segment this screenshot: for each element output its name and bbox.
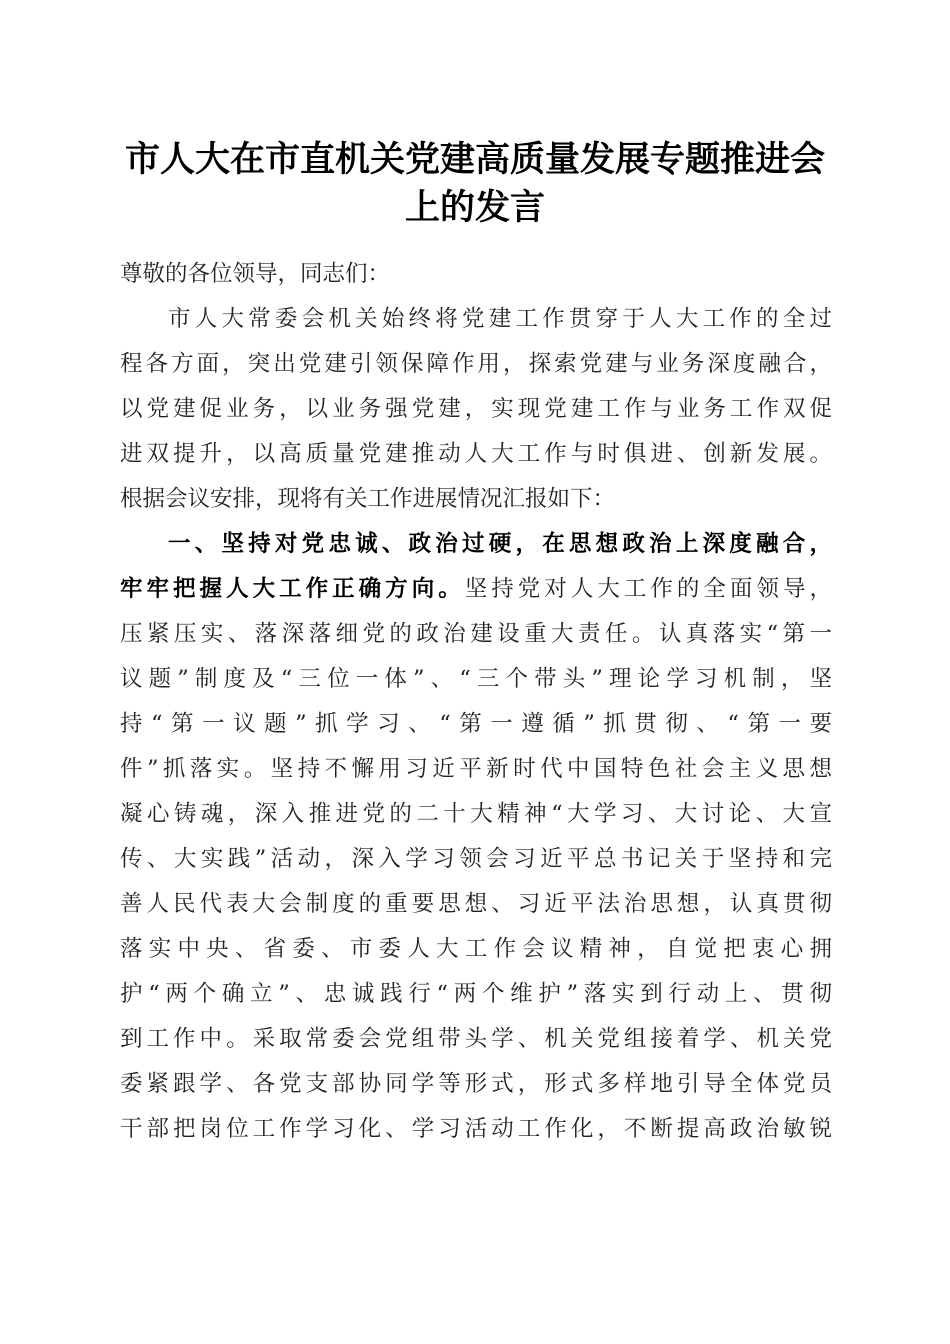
- section-paragraph-line: 落实中央、省委、市委人大工作会议精神，自觉把衷心拥: [120, 936, 832, 962]
- section-paragraph-line: 到工作中。采取常委会党组带头学、机关党组接着学、机关党: [120, 1026, 832, 1052]
- section-heading-continuation: 牢牢把握人大工作正确方向。: [120, 576, 465, 602]
- title-line-1: 市人大在市直机关党建高质量发展专题推进会: [124, 139, 825, 180]
- document-title: [110, 136, 840, 232]
- section-paragraph-line: 护“两个确立”、忠诚践行“两个维护”落实到行动上、贯彻: [120, 981, 832, 1007]
- section-paragraph-start: 坚持党对人大工作的全面领导，: [464, 576, 832, 602]
- salutation: 尊敬的各位领导，同志们：: [120, 261, 391, 287]
- section-paragraph-line: 委紧跟学、各党支部协同学等形式，形式多样地引导全体党员: [120, 1071, 832, 1097]
- section-paragraph-line: 议题”制度及“三位一体”、“三个带头”理论学习机制，坚: [120, 666, 832, 692]
- intro-line: 根据会议安排，现将有关工作进展情况汇报如下：: [120, 486, 616, 512]
- section-paragraph-line: 件”抓落实。坚持不懈用习近平新时代中国特色社会主义思想: [120, 756, 832, 782]
- section-heading-line-2: [120, 567, 832, 612]
- section-heading-line-1: 一、坚持对党忠诚、政治过硬，在思想政治上深度融合，: [168, 531, 832, 557]
- intro-line: 进双提升，以高质量党建推动人大工作与时俱进、创新发展。: [120, 441, 832, 467]
- section-paragraph-line: 干部把岗位工作学习化、学习活动工作化，不断提高政治敏锐: [120, 1116, 832, 1142]
- title-line-2: 上的发言: [404, 187, 545, 228]
- section-paragraph-line: 传、大实践”活动，深入学习领会习近平总书记关于坚持和完: [120, 846, 832, 872]
- section-paragraph-line: 凝心铸魂，深入推进党的二十大精神“大学习、大讨论、大宣: [120, 801, 832, 827]
- section-paragraph-line: 持“第一议题”抓学习、“第一遵循”抓贯彻、“第一要: [120, 711, 832, 737]
- section-paragraph-line: 善人民代表大会制度的重要思想、习近平法治思想，认真贯彻: [120, 891, 832, 917]
- intro-line: 程各方面，突出党建引领保障作用，探索党建与业务深度融合，: [120, 351, 832, 377]
- intro-line: 以党建促业务，以业务强党建，实现党建工作与业务工作双促: [120, 396, 832, 422]
- section-paragraph-line: 压紧压实、落深落细党的政治建设重大责任。认真落实“第一: [120, 621, 832, 647]
- document-body: [120, 252, 832, 1152]
- intro-line: 市人大常委会机关始终将党建工作贯穿于人大工作的全过: [168, 306, 832, 332]
